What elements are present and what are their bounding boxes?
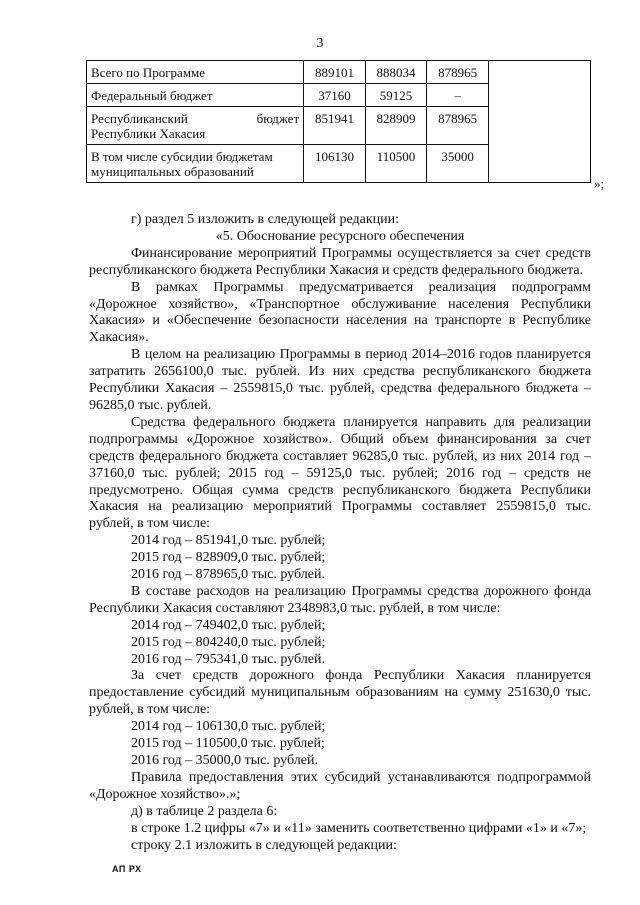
paragraph: строку 2.1 изложить в следующей редакции: [131, 837, 397, 853]
value-2014: 889101 [304, 61, 366, 84]
table-closing-quote: »; [594, 176, 605, 191]
value-2016: 878965 [427, 107, 489, 145]
value-2015: 110500 [365, 145, 427, 183]
row-label-part: Республиканский [91, 111, 188, 126]
paragraph: г) раздел 5 изложить в следующей редакции: [131, 212, 399, 227]
value-2014: 106130 [304, 145, 366, 183]
list-item: 2014 год – 749402,0 тыс. рублей; [131, 617, 326, 633]
row-label: Всего по Программе [87, 61, 304, 84]
table-row [87, 61, 591, 84]
list-item: 2015 год – 804240,0 тыс. рублей; [131, 634, 326, 650]
list-item: 2016 год – 35000,0 тыс. рублей. [131, 753, 318, 768]
value-2014: 851941 [304, 107, 366, 145]
value-2015: 59125 [365, 84, 427, 107]
row-label-part: муниципальных образований [91, 164, 254, 179]
paragraph: В рамках Программы предусматривается реализация подпрограмм «Дорожное хозяйство», «Транспортное обслуживание населения Республики Хакасия» и «Обеспечение безопасности населения на транспорте в Республике Хакасия». [89, 279, 591, 346]
value-2015: 828909 [365, 107, 427, 145]
paragraph: в строке 1.2 цифры «7» и «11» заменить соответственно цифрами «1» и «7»; [131, 820, 587, 836]
footer-mark: АП РХ [112, 864, 142, 874]
paragraph: В составе расходов на реализацию Программы средства дорожного фонда Республики Хакасия составляют 2348983,0 тыс. рублей, в том числе: [89, 583, 591, 616]
value-2015: 888034 [365, 61, 427, 84]
list-item: 2015 год – 110500,0 тыс. рублей; [131, 736, 325, 752]
paragraph: д) в таблице 2 раздела 6: [131, 803, 278, 819]
section-heading: «5. Обоснование ресурсного обеспечения [215, 228, 465, 244]
value-2016: 35000 [427, 145, 489, 183]
row-label [87, 107, 304, 145]
financing-table [86, 60, 591, 183]
row-label [87, 145, 304, 183]
list-item: 2016 год – 878965,0 тыс. рублей. [131, 567, 325, 583]
document-body [89, 212, 591, 854]
row-label-part: В том числе субсидии бюджетам [91, 149, 273, 164]
list-item: 2014 год – 851941,0 тыс. рублей; [131, 533, 326, 549]
paragraph: Правила предоставления этих субсидий устанавливаются подпрограммой «Дорожное хозяйство».»; [89, 769, 591, 802]
list-item: 2014 год – 106130,0 тыс. рублей; [131, 719, 326, 735]
empty-column [488, 61, 590, 183]
list-item: 2016 год – 795341,0 тыс. рублей. [131, 651, 325, 667]
list-item: 2015 год – 828909,0 тыс. рублей; [131, 550, 326, 566]
row-label: Федеральный бюджет [87, 84, 304, 107]
value-2014: 37160 [304, 84, 366, 107]
value-2016: 878965 [427, 61, 489, 84]
paragraph: Средства федерального бюджета планируется направить для реализации подпрограммы «Дорожное хозяйство». Общий объем финансирования за счет средств федерального бюджета составляет 96285,0 тыс. рублей, из них 2014 год – 37160,0 тыс. рублей; 2015 год – 59125,0 тыс. рублей; 2016 год – средств не предусмотрено. Общая сумма средств республиканского бюджета Республики Хакасия на реализацию мероприятий Программы составляет 2559815,0 тыс. рублей, в том числе: [89, 414, 591, 532]
paragraph: Финансирование мероприятий Программы осуществляется за счет средств республиканского бюджета Республики Хакасия и средств федерального бюджета. [89, 245, 591, 278]
row-label-part: бюджет [256, 111, 300, 126]
row-label-part: Республики Хакасия [91, 126, 206, 141]
paragraph: За счет средств дорожного фонда Республики Хакасия планируется предоставление субсидий муниципальным образованиям на сумму 251630,0 тыс. рублей, в том числе: [89, 668, 591, 718]
value-2016: – [427, 84, 489, 107]
paragraph: В целом на реализацию Программы в период 2014–2016 годов планируется затратить 2656100,0 тыс. рублей. Из них средства республиканского бюджета Республики Хакасия – 2559815,0 тыс. рублей, средства федерального бюджета – 96285,0 тыс. рублей. [89, 347, 591, 413]
page-number: 3 [316, 36, 324, 51]
